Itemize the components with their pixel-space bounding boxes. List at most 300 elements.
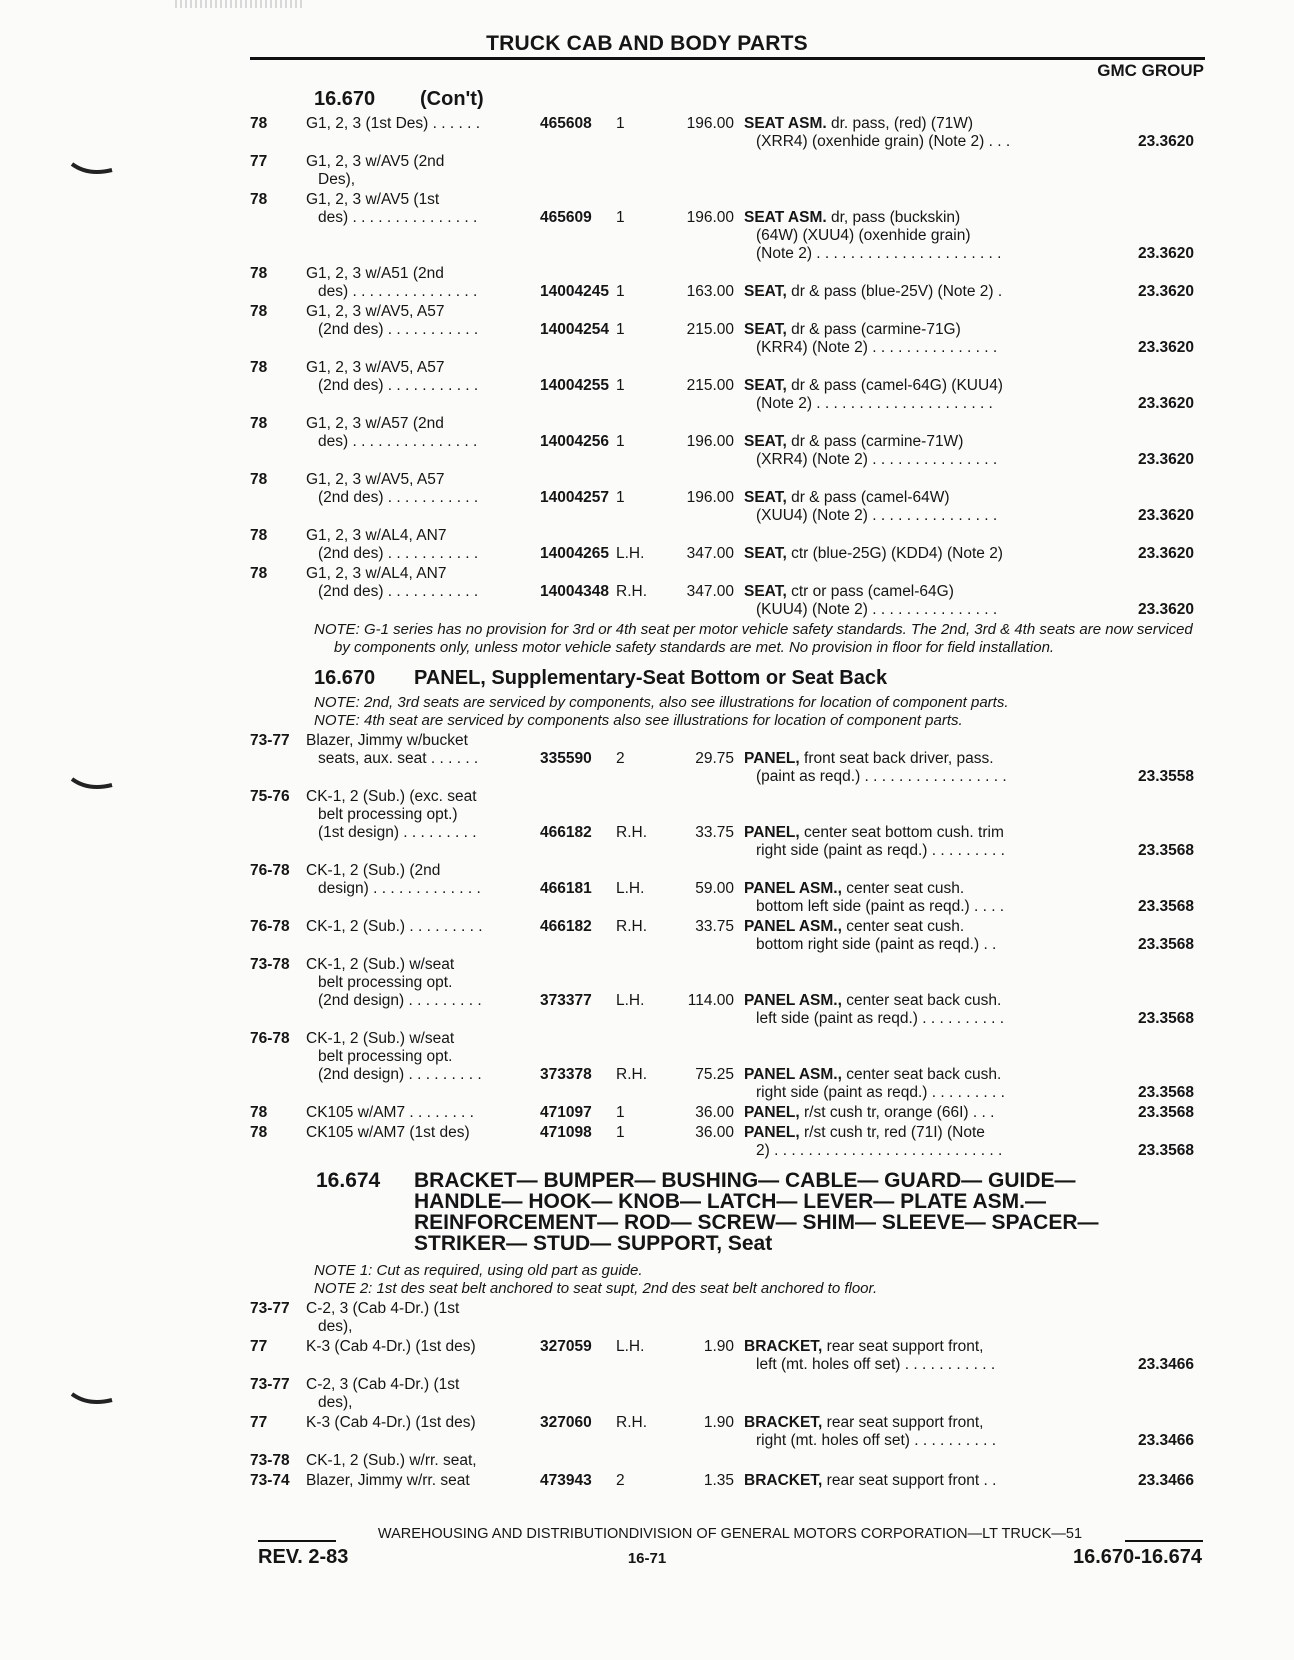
quantity-value: R.H. <box>616 824 647 841</box>
application-text: design) . . . . . . . . . . . . . <box>318 880 481 897</box>
binding-hole-mark <box>70 775 114 795</box>
description-text: center seat cush. <box>841 880 965 897</box>
part-number <box>540 732 616 768</box>
group-number: 23.3620 <box>1137 133 1194 150</box>
year-range: 78 <box>250 359 268 376</box>
part-name: SEAT, <box>744 545 787 562</box>
description-text: rear seat support front, <box>822 1338 984 1355</box>
footer-division-text: WAREHOUSING AND DISTRIBUTIONDIVISION OF GENERAL MOTORS CORPORATION—LT TRUCK—51 <box>377 1526 1083 1542</box>
description-line <box>744 1414 1074 1432</box>
quantity-value: 1 <box>616 115 625 132</box>
table-row <box>250 1104 1210 1122</box>
application-text: G1, 2, 3 w/AV5, A57 <box>306 303 445 320</box>
part-name: PANEL ASM., <box>744 880 842 897</box>
application-text: CK-1, 2 (Sub.) . . . . . . . . . <box>306 918 483 935</box>
part-number <box>540 565 616 601</box>
page-title: TRUCK CAB AND BODY PARTS <box>486 32 808 55</box>
group-number: 23.3620 <box>1137 507 1194 524</box>
description-text: dr & pass (camel-64G) (KUU4) <box>786 377 1003 394</box>
quantity-value: L.H. <box>616 880 645 897</box>
part-name: PANEL, <box>744 824 800 841</box>
table-row <box>250 265 1210 301</box>
section-title <box>414 1170 1210 1254</box>
part-number-value: 465609 <box>540 209 592 226</box>
price-value: 29.75 <box>695 750 734 767</box>
description-cell <box>744 265 1074 301</box>
application-text: (2nd des) . . . . . . . . . . . <box>318 489 479 506</box>
price <box>664 1124 744 1142</box>
part-number-value: 465608 <box>540 115 592 132</box>
note-text: NOTE: 2nd, 3rd seats are serviced by components, also see illustrations for location of component parts. <box>314 694 1009 711</box>
quantity <box>616 788 664 842</box>
group-number: 23.3466 <box>1137 1472 1194 1489</box>
section-title-line: STRIKER— STUD— SUPPORT, Seat <box>414 1232 773 1255</box>
price-value: 196.00 <box>686 433 734 450</box>
footer-rule <box>258 1540 336 1542</box>
price-value: 215.00 <box>686 321 734 338</box>
group-label: GMC GROUP <box>1097 61 1204 80</box>
description-text: rear seat support front, <box>822 1414 984 1431</box>
group-number: 23.3568 <box>1137 1142 1194 1159</box>
part-number-value: 14004257 <box>540 489 609 506</box>
description-line: bottom left side (paint as reqd.) . . . . <box>756 898 1005 915</box>
description-text: dr & pass (carmine-71G) <box>786 321 961 338</box>
part-name: PANEL, <box>744 1124 800 1141</box>
year-range: 73-77 <box>250 732 290 749</box>
quantity-value: 1 <box>616 1104 625 1121</box>
price <box>664 115 744 133</box>
description-line: (Note 2) . . . . . . . . . . . . . . . . . . . . . <box>756 395 993 412</box>
parts-list <box>250 115 1210 619</box>
description-cell <box>744 471 1074 525</box>
description-text: rear seat support front . . <box>822 1472 997 1489</box>
part-number <box>540 1338 616 1356</box>
quantity <box>616 415 664 451</box>
price <box>664 1414 744 1432</box>
price-value: 163.00 <box>686 283 734 300</box>
part-name: PANEL, <box>744 750 800 767</box>
part-number <box>540 1472 616 1490</box>
application-text: des) . . . . . . . . . . . . . . . <box>318 283 478 300</box>
application-text: G1, 2, 3 w/AV5, A57 <box>306 359 445 376</box>
year-range: 78 <box>250 303 268 320</box>
application-cell <box>306 303 540 339</box>
year-range: 73-74 <box>250 1472 290 1489</box>
year-range: 73-78 <box>250 956 290 973</box>
year-range: 76-78 <box>250 1030 290 1047</box>
quantity-value: 1 <box>616 1124 625 1141</box>
application-text: K-3 (Cab 4-Dr.) (1st des) <box>306 1414 476 1431</box>
description-text: r/st cush tr, red (71I) (Note <box>799 1124 985 1141</box>
part-number <box>540 191 616 227</box>
part-name: SEAT, <box>744 583 787 600</box>
table-row <box>250 565 1210 619</box>
section-title: PANEL, Supplementary-Seat Bottom or Seat Back <box>414 667 888 689</box>
application-text: des) . . . . . . . . . . . . . . . <box>318 209 478 226</box>
table-row <box>250 115 1210 151</box>
section-range: 16.670-16.674 <box>1072 1546 1202 1568</box>
table-row <box>250 1030 1210 1102</box>
part-number-value: 14004254 <box>540 321 609 338</box>
quantity-value: L.H. <box>616 545 645 562</box>
quantity <box>616 1414 664 1432</box>
price-value: 215.00 <box>686 377 734 394</box>
description-line <box>744 377 1074 395</box>
application-cell <box>306 191 540 227</box>
binding-hole-mark <box>70 1390 114 1410</box>
quantity-value: 1 <box>616 209 625 226</box>
table-row <box>250 191 1210 263</box>
year-range: 78 <box>250 1124 268 1141</box>
price-value: 59.00 <box>695 880 734 897</box>
application-text: belt processing opt. <box>318 1048 453 1065</box>
quantity-value: R.H. <box>616 1414 647 1431</box>
description-line <box>744 1124 1074 1142</box>
description-text: dr. pass, (red) (71W) <box>826 115 974 132</box>
application-text: G1, 2, 3 w/A51 (2nd <box>306 265 444 282</box>
part-name: SEAT, <box>744 283 787 300</box>
quantity <box>616 303 664 339</box>
description-line <box>744 209 1074 227</box>
table-row <box>250 1414 1210 1450</box>
description-cell <box>744 862 1074 916</box>
application-cell <box>306 565 540 601</box>
price <box>664 191 744 227</box>
part-number-value: 335590 <box>540 750 592 767</box>
quantity <box>616 956 664 1010</box>
quantity <box>616 265 664 301</box>
group-number: 23.3620 <box>1137 339 1194 356</box>
application-text: K-3 (Cab 4-Dr.) (1st des) <box>306 1338 476 1355</box>
section-title-line: HANDLE— HOOK— KNOB— LATCH— LEVER— PLATE ASM.— <box>414 1190 1046 1213</box>
application-text: Des), <box>318 171 356 188</box>
group-number: 23.3568 <box>1137 936 1194 953</box>
quantity <box>616 1124 664 1142</box>
price <box>664 265 744 301</box>
price <box>664 918 744 936</box>
description-cell <box>744 918 1074 954</box>
part-number-value: 373378 <box>540 1066 592 1083</box>
part-number <box>540 471 616 507</box>
description-cell <box>744 1030 1074 1102</box>
description-line <box>744 115 1074 133</box>
price <box>664 1104 744 1122</box>
part-name: BRACKET, <box>744 1338 823 1355</box>
application-cell <box>306 918 540 936</box>
description-line <box>744 283 1074 301</box>
application-cell <box>306 359 540 395</box>
description-line <box>744 992 1074 1010</box>
application-cell <box>306 1452 540 1470</box>
quantity <box>616 862 664 898</box>
table-row <box>250 788 1210 860</box>
description-line: right (mt. holes off set) . . . . . . . . . . <box>756 1432 997 1449</box>
application-text: CK-1, 2 (Sub.) (2nd <box>306 862 441 879</box>
part-name: SEAT, <box>744 489 787 506</box>
part-number-value: 327059 <box>540 1338 592 1355</box>
description-cell <box>744 1124 1074 1160</box>
description-cell <box>744 732 1074 786</box>
application-text: (2nd design) . . . . . . . . . <box>318 1066 482 1083</box>
price <box>664 788 744 842</box>
application-text: (2nd design) . . . . . . . . . <box>318 992 482 1009</box>
year-range: 77 <box>250 1338 268 1355</box>
table-row <box>250 956 1210 1028</box>
description-line <box>744 880 1074 898</box>
application-text: CK-1, 2 (Sub.) w/rr. seat, <box>306 1452 477 1469</box>
group-number: 23.3568 <box>1137 842 1194 859</box>
note-text: NOTE: G-1 series has no provision for 3rd or 4th seat per motor vehicle safety standards. The 2nd, 3rd & 4th seats are now serviced by components only, unless motor vehicle safety standards are met. No provision in floor for field installation. <box>314 621 1193 656</box>
year-range: 73-77 <box>250 1300 290 1317</box>
application-cell <box>306 1104 540 1122</box>
price <box>664 471 744 507</box>
application-cell <box>306 265 540 301</box>
application-text: G1, 2, 3 w/AV5 (1st <box>306 191 440 208</box>
part-name: PANEL, <box>744 1104 800 1121</box>
group-number: 23.3466 <box>1137 1432 1194 1449</box>
part-number-value: 14004265 <box>540 545 609 562</box>
year-range: 73-77 <box>250 1376 290 1393</box>
application-cell <box>306 153 540 189</box>
quantity-value: L.H. <box>616 1338 645 1355</box>
price <box>664 732 744 768</box>
application-text: CK-1, 2 (Sub.) w/seat <box>306 1030 455 1047</box>
section-number: 16.674 <box>316 1169 381 1192</box>
year-range: 78 <box>250 265 268 282</box>
quantity-value: 2 <box>616 1472 625 1489</box>
description-text: dr & pass (camel-64W) <box>786 489 950 506</box>
table-row <box>250 1472 1210 1490</box>
price <box>664 1338 744 1356</box>
price-value: 75.25 <box>695 1066 734 1083</box>
price-value: 196.00 <box>686 115 734 132</box>
description-line <box>744 1104 1074 1122</box>
description-line <box>744 489 1074 507</box>
application-cell <box>306 1300 540 1336</box>
description-line: (Note 2) . . . . . . . . . . . . . . . . . . . . . . <box>756 245 1002 262</box>
part-number-value: 473943 <box>540 1472 592 1489</box>
application-text: G1, 2, 3 w/AV5, A57 <box>306 471 445 488</box>
part-number <box>540 115 616 133</box>
section-notes <box>250 1262 1210 1298</box>
price-value: 36.00 <box>695 1124 734 1141</box>
description-cell <box>744 527 1074 563</box>
price-value: 114.00 <box>687 992 734 1009</box>
application-text: (1st design) . . . . . . . . . <box>318 824 477 841</box>
section-number: 16.670 <box>314 88 376 110</box>
application-cell <box>306 471 540 507</box>
application-text: Blazer, Jimmy w/bucket <box>306 732 468 749</box>
application-cell <box>306 415 540 451</box>
description-cell <box>744 1472 1074 1490</box>
part-number-value: 14004256 <box>540 433 609 450</box>
section-title-line: REINFORCEMENT— ROD— SCREW— SHIM— SLEEVE— SPACER— <box>414 1211 1099 1234</box>
application-cell <box>306 788 540 842</box>
year-range: 76-78 <box>250 862 290 879</box>
price-value: 33.75 <box>695 824 734 841</box>
application-text: belt processing opt. <box>318 974 453 991</box>
quantity <box>616 359 664 395</box>
application-cell <box>306 956 540 1010</box>
description-cell <box>744 956 1074 1028</box>
application-cell <box>306 1338 540 1356</box>
price <box>664 359 744 395</box>
application-text: G1, 2, 3 w/AL4, AN7 <box>306 565 447 582</box>
description-line: (paint as reqd.) . . . . . . . . . . . . . . . . . <box>756 768 1007 785</box>
year-range: 78 <box>250 527 268 544</box>
application-cell <box>306 732 540 768</box>
table-row <box>250 303 1210 357</box>
application-text: G1, 2, 3 w/AV5 (2nd <box>306 153 445 170</box>
application-text: C-2, 3 (Cab 4-Dr.) (1st <box>306 1300 460 1317</box>
application-text: Blazer, Jimmy w/rr. seat <box>306 1472 470 1489</box>
description-text: dr, pass (buckskin) <box>826 209 961 226</box>
table-row <box>250 471 1210 525</box>
description-text: front seat back driver, pass. <box>799 750 994 767</box>
description-cell <box>744 115 1074 151</box>
price <box>664 862 744 898</box>
description-line: bottom right side (paint as reqd.) . . <box>756 936 997 953</box>
year-range: 75-76 <box>250 788 290 805</box>
price <box>664 565 744 601</box>
description-cell <box>744 1104 1074 1122</box>
part-name: SEAT ASM. <box>744 209 827 226</box>
description-line: left (mt. holes off set) . . . . . . . . . . . <box>756 1356 996 1373</box>
description-line: right side (paint as reqd.) . . . . . . . . . <box>756 842 1005 859</box>
section-note <box>250 621 1210 657</box>
group-number: 23.3620 <box>1137 283 1194 300</box>
section-heading <box>250 1170 1210 1254</box>
description-cell <box>744 1338 1074 1374</box>
quantity <box>616 918 664 936</box>
table-row <box>250 153 1210 189</box>
quantity <box>616 565 664 601</box>
description-line: (KRR4) (Note 2) . . . . . . . . . . . . . . . <box>756 339 998 356</box>
description-text: center seat bottom cush. trim <box>799 824 1004 841</box>
section-heading <box>250 667 1210 690</box>
description-line: left side (paint as reqd.) . . . . . . . . . . <box>756 1010 1005 1027</box>
quantity-value: R.H. <box>616 583 647 600</box>
description-line <box>744 750 1074 768</box>
section-notes <box>250 694 1210 730</box>
quantity <box>616 527 664 563</box>
catalog-content <box>250 84 1210 1492</box>
year-range: 77 <box>250 153 268 170</box>
group-number: 23.3568 <box>1137 1104 1194 1121</box>
quantity-value: 1 <box>616 489 625 506</box>
description-line: (XRR4) (Note 2) . . . . . . . . . . . . . . . <box>756 451 998 468</box>
price <box>664 1030 744 1084</box>
year-range: 78 <box>250 565 268 582</box>
description-text: center seat back cush. <box>841 992 1002 1009</box>
part-number-value: 471097 <box>540 1104 592 1121</box>
part-number <box>540 359 616 395</box>
quantity-value: R.H. <box>616 1066 647 1083</box>
part-number-value: 14004348 <box>540 583 609 600</box>
section-title-line: BRACKET— BUMPER— BUSHING— CABLE— GUARD— GUIDE— <box>414 1169 1076 1192</box>
price-value: 347.00 <box>686 545 734 562</box>
part-number <box>540 1414 616 1432</box>
price <box>664 303 744 339</box>
price-value: 36.00 <box>695 1104 734 1121</box>
application-text: (2nd des) . . . . . . . . . . . <box>318 545 479 562</box>
footer-rule <box>1125 1540 1203 1542</box>
description-cell <box>744 303 1074 357</box>
year-range: 78 <box>250 191 268 208</box>
revision-label: REV. 2-83 <box>258 1546 349 1568</box>
application-cell <box>306 1376 540 1412</box>
quantity-value: 1 <box>616 433 625 450</box>
description-cell <box>744 191 1074 263</box>
section-heading <box>250 88 1210 111</box>
application-cell <box>306 862 540 898</box>
part-number-value: 466181 <box>540 880 592 897</box>
price-value: 196.00 <box>686 209 734 226</box>
description-line <box>744 545 1074 563</box>
application-text: seats, aux. seat . . . . . . <box>318 750 479 767</box>
quantity <box>616 1030 664 1084</box>
part-number <box>540 265 616 301</box>
part-number <box>540 415 616 451</box>
year-range: 78 <box>250 1104 268 1121</box>
description-cell <box>744 1414 1074 1450</box>
page-number: 16-71 <box>627 1550 667 1567</box>
description-line <box>744 1472 1074 1490</box>
year-range: 76-78 <box>250 918 290 935</box>
description-line: (KUU4) (Note 2) . . . . . . . . . . . . . . . <box>756 601 998 618</box>
description-text: ctr or pass (camel-64G) <box>786 583 954 600</box>
part-number-value: 327060 <box>540 1414 592 1431</box>
group-number: 23.3568 <box>1137 1084 1194 1101</box>
group-number: 23.3620 <box>1137 601 1194 618</box>
application-text: CK-1, 2 (Sub.) (exc. seat <box>306 788 477 805</box>
year-range: 78 <box>250 471 268 488</box>
group-number: 23.3620 <box>1137 395 1194 412</box>
price-value: 196.00 <box>686 489 734 506</box>
table-row <box>250 732 1210 786</box>
part-number <box>540 527 616 563</box>
price <box>664 1472 744 1490</box>
group-number: 23.3558 <box>1137 768 1194 785</box>
part-name: SEAT, <box>744 321 787 338</box>
application-text: CK105 w/AM7 . . . . . . . . <box>306 1104 474 1121</box>
quantity <box>616 732 664 768</box>
application-cell <box>306 1472 540 1490</box>
application-text: belt processing opt.) <box>318 806 458 823</box>
application-text: des) . . . . . . . . . . . . . . . <box>318 433 478 450</box>
application-cell <box>306 115 540 133</box>
quantity <box>616 471 664 507</box>
table-row <box>250 1124 1210 1160</box>
description-line <box>744 824 1074 842</box>
application-text: CK105 w/AM7 (1st des) <box>306 1124 470 1141</box>
note-text: NOTE: 4th seat are serviced by components also see illustrations for location of component parts. <box>314 712 963 729</box>
application-text: C-2, 3 (Cab 4-Dr.) (1st <box>306 1376 460 1393</box>
parts-list <box>250 1300 1210 1490</box>
quantity-value: R.H. <box>616 918 647 935</box>
application-text: CK-1, 2 (Sub.) w/seat <box>306 956 455 973</box>
year-range: 78 <box>250 115 268 132</box>
header-rule <box>250 57 1205 60</box>
part-number-value: 471098 <box>540 1124 592 1141</box>
price-value: 33.75 <box>695 918 734 935</box>
description-line: (64W) (XUU4) (oxenhide grain) <box>756 227 971 244</box>
year-range: 77 <box>250 1414 268 1431</box>
part-number <box>540 1104 616 1122</box>
part-number <box>540 918 616 936</box>
table-row <box>250 918 1210 954</box>
description-line <box>744 1066 1074 1084</box>
